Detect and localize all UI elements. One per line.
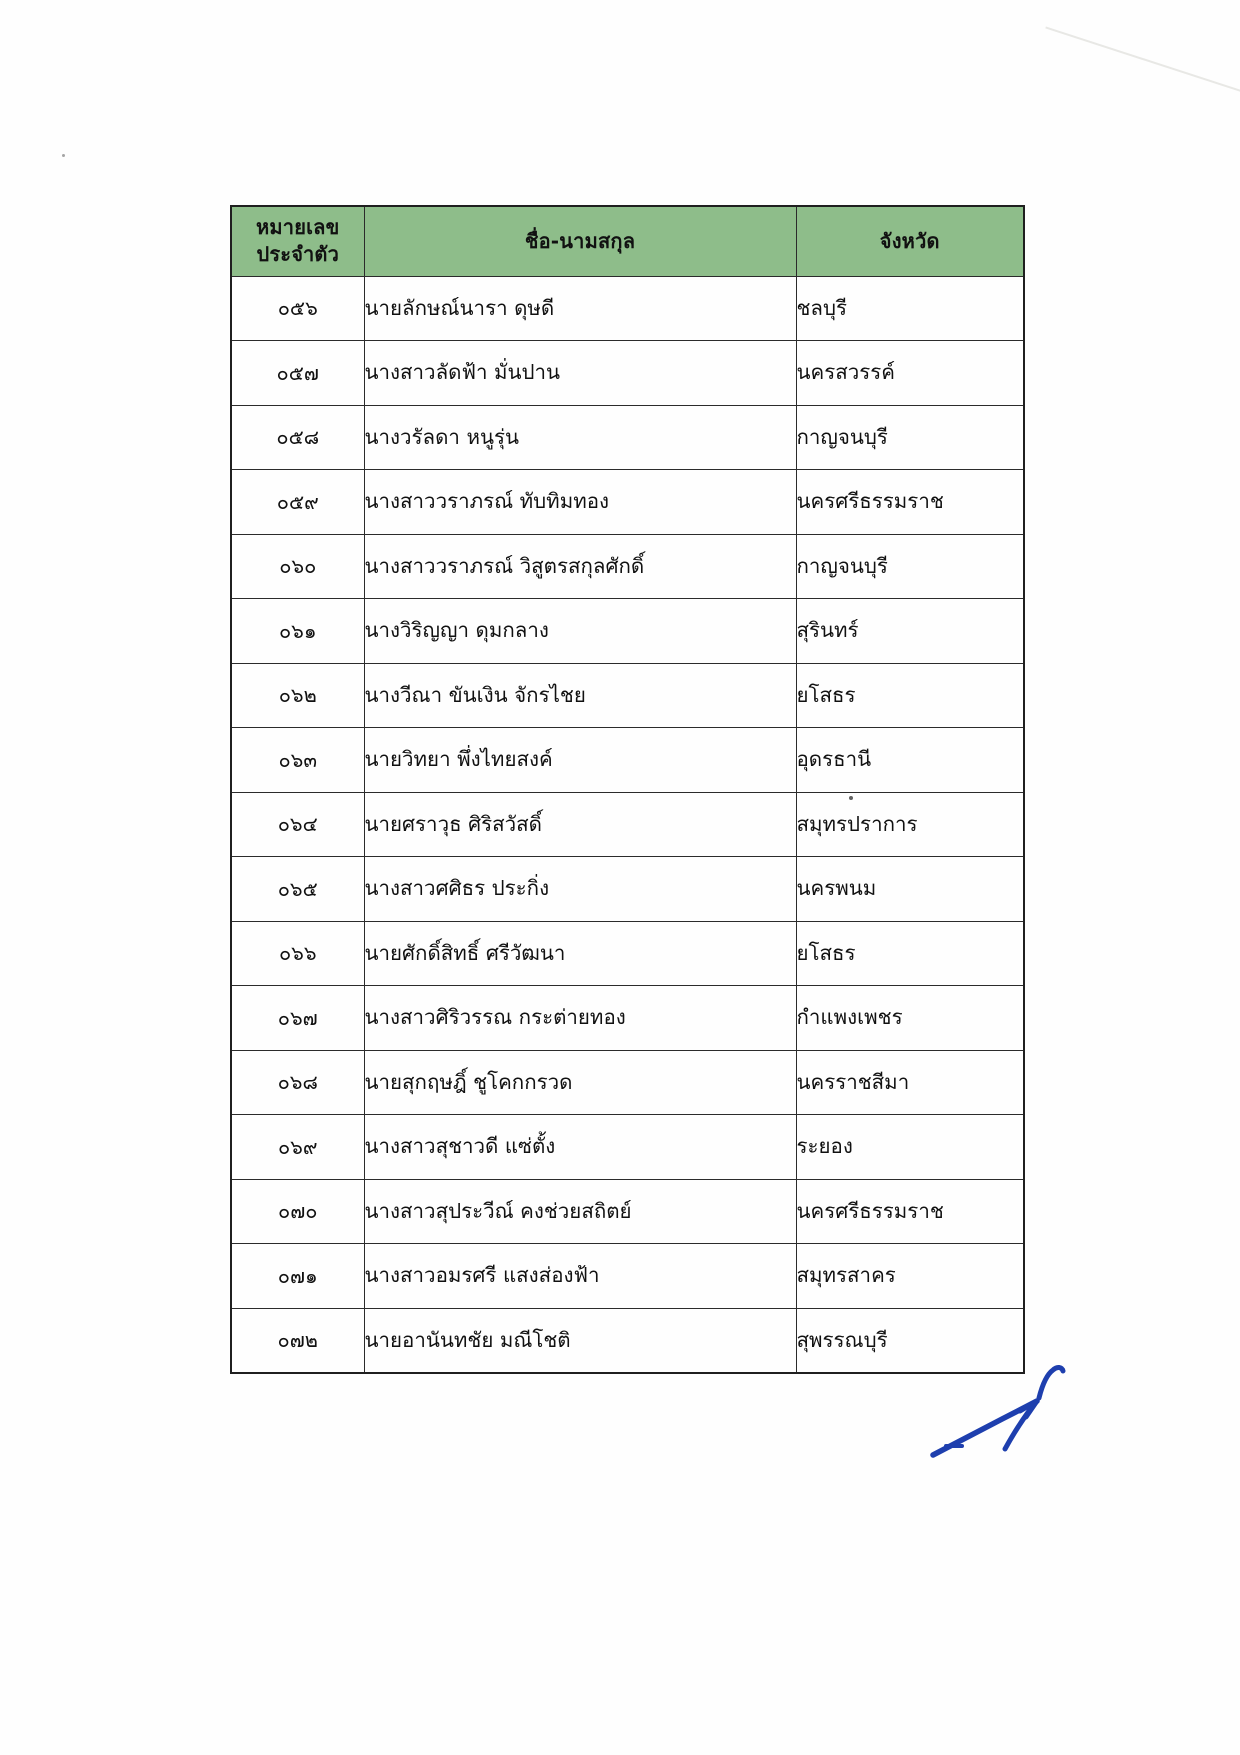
row-id-number: ๐๕๙ [231, 470, 364, 535]
table-row [231, 921, 1024, 986]
row-full-name: นางสาวลัดฟ้า มั่นปาน [364, 341, 796, 406]
table-row [231, 1050, 1024, 1115]
row-province: ยโสธร [796, 663, 1024, 728]
row-full-name: นางสาววราภรณ์ วิสูตรสกุลศักดิ์ [364, 534, 796, 599]
row-province: สมุทรสาคร [796, 1244, 1024, 1309]
row-id-number: ๐๗๒ [231, 1308, 364, 1373]
row-id-number: ๐๖๗ [231, 986, 364, 1051]
signature-ink-mark [910, 1345, 1090, 1475]
table-row [231, 599, 1024, 664]
row-full-name: นายศราวุธ ศิริสวัสดิ์ [364, 792, 796, 857]
row-id-number: ๐๖๙ [231, 1115, 364, 1180]
row-id-number: ๐๖๕ [231, 857, 364, 922]
row-id-number: ๐๖๐ [231, 534, 364, 599]
header-id-line1: หมายเลข [256, 215, 340, 240]
row-province: สุพรรณบุรี [796, 1308, 1024, 1373]
row-id-number: ๐๕๖ [231, 276, 364, 341]
table-row [231, 1179, 1024, 1244]
row-full-name: นายลักษณ์นารา ดุษดี [364, 276, 796, 341]
row-province: กาญจนบุรี [796, 405, 1024, 470]
row-province: นครสวรรค์ [796, 341, 1024, 406]
header-id-line2: ประจำตัว [256, 242, 340, 267]
row-full-name: นายอานันทชัย มณีโชติ [364, 1308, 796, 1373]
row-full-name: นางสาววราภรณ์ ทับทิมทอง [364, 470, 796, 535]
row-province: ระยอง [796, 1115, 1024, 1180]
row-full-name: นางสาวอมรศรี แสงส่องฟ้า [364, 1244, 796, 1309]
row-province: นครศรีธรรมราช [796, 1179, 1024, 1244]
row-province: กำแพงเพชร [796, 986, 1024, 1051]
table-row [231, 405, 1024, 470]
row-id-number: ๐๖๓ [231, 728, 364, 793]
table-row [231, 276, 1024, 341]
row-full-name: นางวรัลดา หนูรุ่น [364, 405, 796, 470]
scan-speck [62, 154, 65, 157]
table-row [231, 792, 1024, 857]
row-full-name: นายสุกฤษฎิ์ ชูโคกกรวด [364, 1050, 796, 1115]
roster-table [230, 205, 1025, 1374]
scan-edge-artifact [1045, 27, 1240, 100]
header-province: จังหวัด [796, 206, 1024, 276]
table-row [231, 470, 1024, 535]
row-full-name: นางวิริญญา ดุมกลาง [364, 599, 796, 664]
table-row [231, 857, 1024, 922]
row-full-name: นางสาวสุชาวดี แซ่ตั้ง [364, 1115, 796, 1180]
row-full-name: นางวีณา ขันเงิน จักรไชย [364, 663, 796, 728]
table-row [231, 1308, 1024, 1373]
roster-table-body [231, 276, 1024, 1373]
row-province: นครราชสีมา [796, 1050, 1024, 1115]
row-full-name: นายศักดิ์สิทธิ์ ศรีวัฒนา [364, 921, 796, 986]
header-name: ชื่อ-นามสกุล [364, 206, 796, 276]
table-row [231, 663, 1024, 728]
header-id-number [231, 206, 364, 276]
row-province: ยโสธร [796, 921, 1024, 986]
row-full-name: นายวิทยา พึ่งไทยสงค์ [364, 728, 796, 793]
table-row [231, 341, 1024, 406]
row-id-number: ๐๖๖ [231, 921, 364, 986]
row-full-name: นางสาวศิริวรรณ กระต่ายทอง [364, 986, 796, 1051]
row-full-name: นางสาวศศิธร ประกิ่ง [364, 857, 796, 922]
row-id-number: ๐๗๑ [231, 1244, 364, 1309]
row-full-name: นางสาวสุประวีณ์ คงช่วยสถิตย์ [364, 1179, 796, 1244]
table-row [231, 534, 1024, 599]
row-id-number: ๐๖๑ [231, 599, 364, 664]
table-row [231, 728, 1024, 793]
row-province: นครพนม [796, 857, 1024, 922]
row-province: ชลบุรี [796, 276, 1024, 341]
row-province: กาญจนบุรี [796, 534, 1024, 599]
row-id-number: ๐๕๘ [231, 405, 364, 470]
row-id-number: ๐๖๒ [231, 663, 364, 728]
row-id-number: ๐๕๗ [231, 341, 364, 406]
row-id-number: ๐๖๔ [231, 792, 364, 857]
table-row [231, 1115, 1024, 1180]
table-row [231, 1244, 1024, 1309]
row-id-number: ๐๖๘ [231, 1050, 364, 1115]
row-province: สุรินทร์ [796, 599, 1024, 664]
row-id-number: ๐๗๐ [231, 1179, 364, 1244]
row-province: สมุทรปราการ [796, 792, 1024, 857]
table-row [231, 986, 1024, 1051]
row-province: นครศรีธรรมราช [796, 470, 1024, 535]
row-province: อุดรธานี [796, 728, 1024, 793]
roster-table-header [231, 206, 1024, 276]
